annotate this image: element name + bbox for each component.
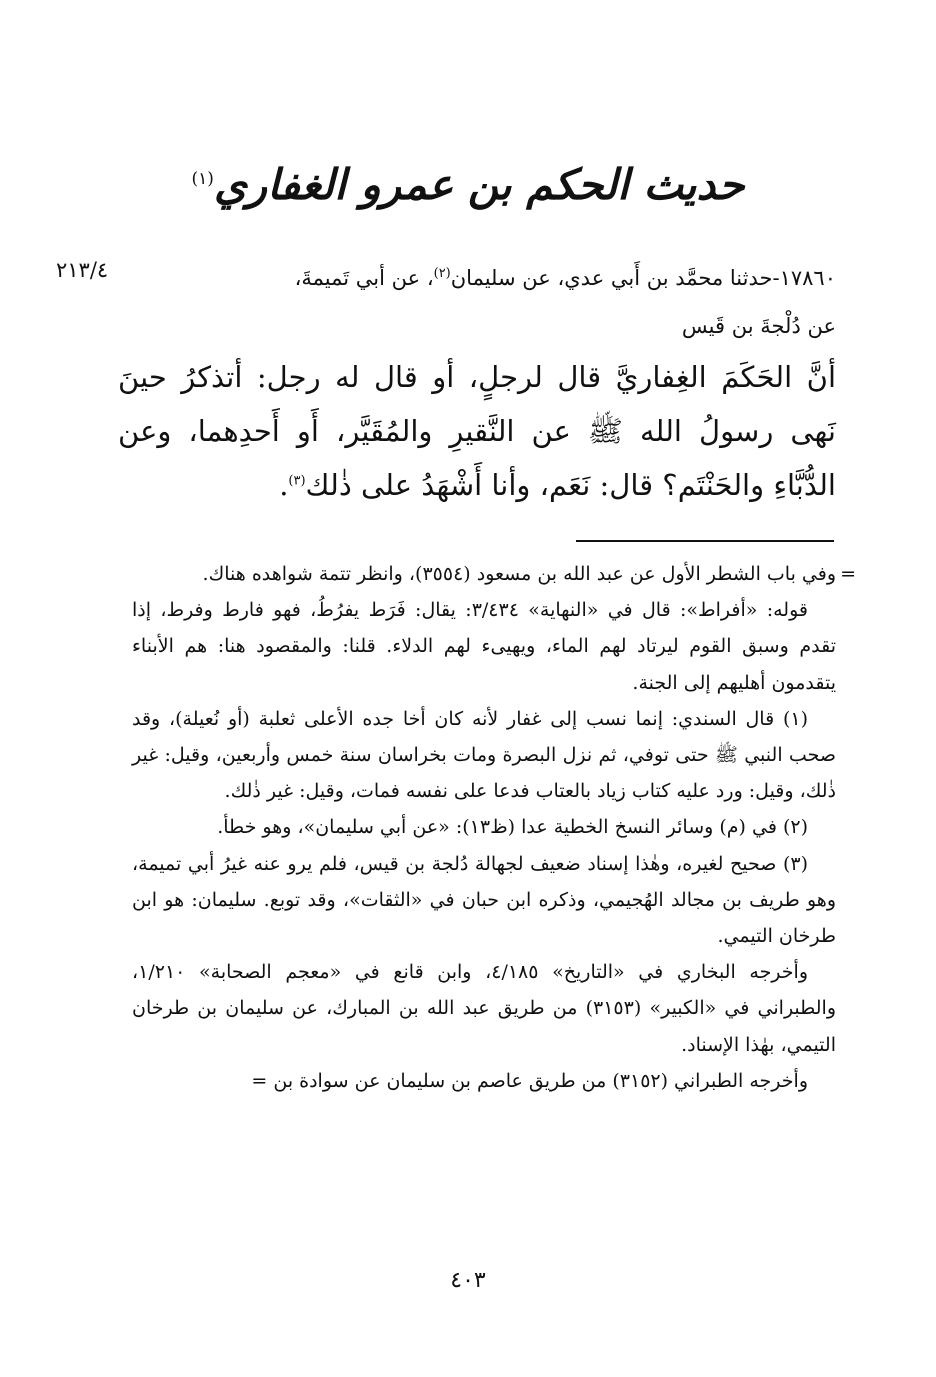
footnote-continuation [132,556,856,592]
chapter-title-footnote-marker: (١) [191,169,214,189]
matn-end: . [279,468,289,502]
footnote-3: (٣) صحيح لغيره، وهٰذا إسناد ضعيف لجهالة دُلجة بن قيس، فلم يرو عنه غيرُ أبي تميمة، وهو طريف بن مجالد الهُجيمي، وذكره ابن حبان في «الثقات»، وقد توبع. سليمان: هو ابن طرخان التيمي. [132,852,836,948]
continuation-mark: = [840,563,856,585]
footnote-afrat: قوله: «أفراط»: قال في «النهاية» ٣/٤٣٤: يقال: فَرَط يفرُطُ، فهو فارط وفرط، إذا تقدم وسبق القوم ليرتاد لهم الماء، ويهيىء لهم الدلاء. قلنا: والمقصود هنا: هم الأبناء يتقدمون أهليهم إلى الجنة. [132,599,836,694]
footnote-2: (٢) في (م) وسائر النسخ الخطية عدا (ظ١٣): «عن أبي سليمان»، وهو خطأ. [217,816,808,839]
hadith-volume-page-reference: ٢١٣/٤ [56,258,109,282]
isnad-line-1 [150,254,836,302]
hadith-isnad [150,254,836,350]
footnote-3-takhrij: وأخرجه البخاري في «التاريخ» ٤/١٨٥، وابن قانع في «معجم الصحابة» ١/٢١٠، والطبراني في «الكبير» (٣١٥٣) من طريق عبد الله بن المبارك، عن سليمان بن طرخان التيمي، بهٰذا الإسناد. [132,961,836,1056]
chapter-title-text: حديث الحكم بن عمرو الغفاري [213,160,745,209]
chapter-title [0,150,936,220]
hadith-matn [118,350,836,512]
footnotes [132,556,856,1099]
footnote-3-takhrij-continued: وأخرجه الطبراني (٣١٥٢) من طريق عاصم بن سليمان عن سوادة بن = [251,1069,808,1092]
isnad-line-1-text: ١٧٨٦٠-حدثنا محمَّد بن أَبي عدي، عن سليمان [450,266,836,290]
page-number: ٤٠٣ [450,1268,486,1293]
isnad-line-1-end: ، عن أبي تَميمةَ، [294,266,434,290]
hadith-matn-text: أنَّ الحَكَمَ الغِفاريَّ قال لرجلٍ، أو قال له رجل: أتذكرُ حينَ نَهى رسولُ الله ﷺ عن النَّقيرِ والمُقَيَّر، أَو أَحدِهما، وعن الدُّبَّاءِ والحَنْتَم؟ قال: نَعَم، وأنا أَشْهَدُ على ذٰلك [118,360,836,502]
isnad-footnote-marker: (٢) [433,266,451,281]
matn-footnote-marker: (٣) [288,473,306,489]
footnote-continuation-text: وفي باب الشطر الأول عن عبد الله بن مسعود (٣٥٥٤)، وانظر تتمة شواهده هناك. [202,563,836,585]
footnote-separator [576,540,834,542]
isnad-line-2: عن دُلْجةَ بن قَيس [681,314,836,338]
footnote-1: (١) قال السندي: إنما نسب إلى غفار لأنه كان أخا جده الأعلى ثعلبة (أو نُعيلة)، وقد صحب النبي ﷺ حتى توفي، ثم نزل البصرة ومات بخراسان سنة خمس وأربعين، وقيل: غير ذٰلك، وقيل: ورد عليه كتاب زياد بالعتاب فدعا على نفسه فمات، وقيل: غير ذٰلك. [132,707,836,803]
